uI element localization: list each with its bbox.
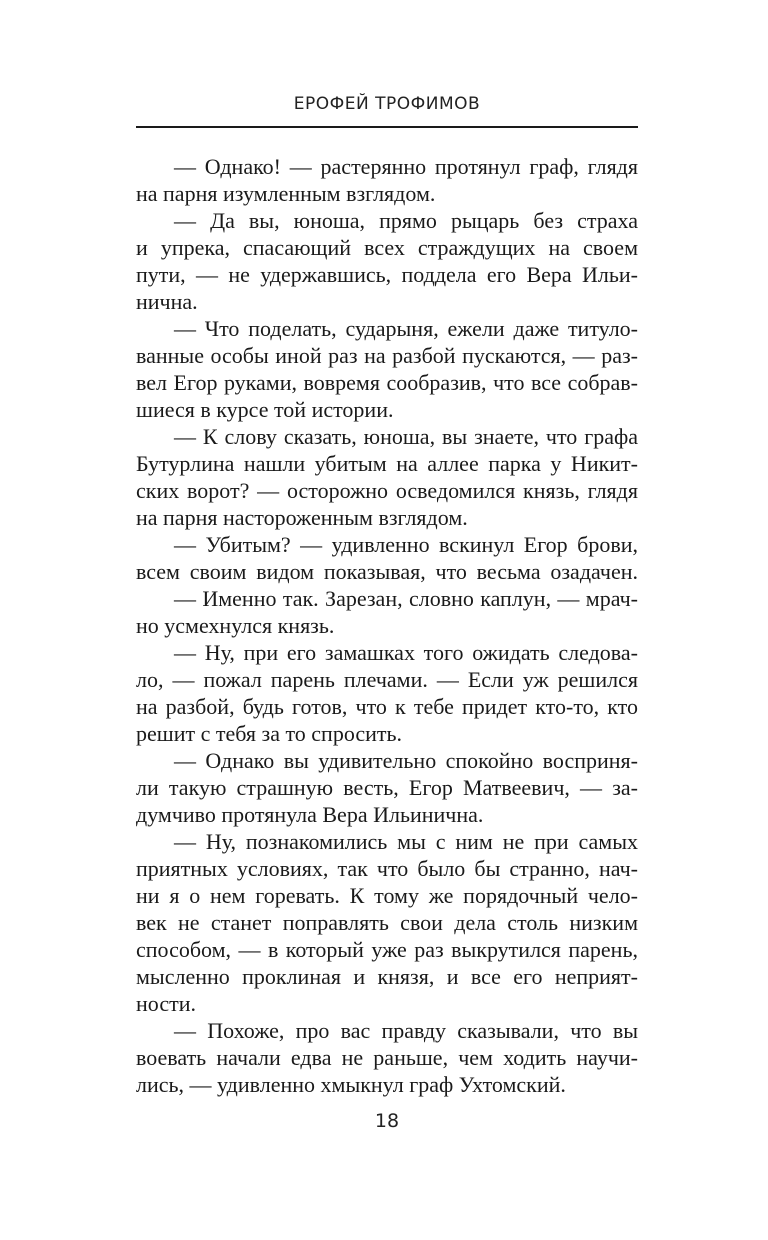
text-line: лись, — удивленно хмыкнул граф Ухтомский.: [136, 1072, 566, 1097]
text-line: ванные особы иной раз на разбой пускаются, — раз-: [136, 343, 638, 368]
text-line: на парня изумленным взглядом.: [136, 181, 436, 206]
text-line: — Ну, при его замашках того ожидать следова-: [174, 640, 638, 665]
text-line: ни я о нем горевать. К тому же порядочный чело-: [136, 883, 638, 908]
text-line: нична.: [136, 289, 198, 314]
text-line: Бутурлина нашли убитым на аллее парка у Никит-: [136, 451, 638, 476]
text-line: ло, — пожал парень плечами. — Если уж решился: [136, 667, 638, 692]
text-line: век не станет поправлять свои дела столь низким: [136, 910, 638, 935]
text-line: мысленно проклиная и князя, и все его неприят-: [136, 964, 638, 989]
text-line: — Похоже, про вас правду сказывали, что вы: [174, 1018, 638, 1043]
text-line: — Ну, познакомились мы с ним не при самых: [174, 829, 638, 854]
text-line: на парня настороженным взглядом.: [136, 505, 468, 530]
text-line: но усмехнулся князь.: [136, 613, 335, 638]
text-line: приятных условиях, так что было бы странно, нач-: [136, 856, 638, 881]
text-line: — Однако вы удивительно спокойно восприня-: [174, 748, 638, 773]
text-line: и упрека, спасающий всех страждущих на своем: [136, 235, 638, 260]
text-line: ли такую страшную весть, Егор Матвеевич, — за-: [136, 775, 638, 800]
text-line: — Именно так. Зарезан, словно каплун, — мрач-: [174, 586, 638, 611]
text-line: всем своим видом показывая, что весьма озадачен.: [136, 559, 638, 584]
body-text: [136, 153, 638, 1098]
text-line: думчиво протянула Вера Ильинична.: [136, 802, 484, 827]
text-line: вел Егор руками, вовремя сообразив, что все собрав-: [136, 370, 638, 395]
text-line: пути, — не удержавшись, поддела его Вера Ильи-: [136, 262, 638, 287]
text-line: шиеся в курсе той истории.: [136, 397, 394, 422]
text-line: на разбой, будь готов, что к тебе придет кто-то, кто: [136, 694, 638, 719]
text-line: — К слову сказать, юноша, вы знаете, что графа: [174, 424, 638, 449]
text-line: способом, — в который уже раз выкрутился парень,: [136, 937, 638, 962]
text-line: — Однако! — растерянно протянул граф, глядя: [174, 154, 638, 179]
text-line: — Что поделать, сударыня, ежели даже титуло-: [174, 316, 638, 341]
page-number: 18: [374, 1110, 400, 1132]
text-line: ности.: [136, 991, 196, 1016]
running-head: ЕРОФЕЙ ТРОФИМОВ: [293, 94, 481, 114]
header-rule: [136, 126, 638, 128]
text-line: — Да вы, юноша, прямо рыцарь без страха: [174, 208, 638, 233]
text-line: — Убитым? — удивленно вскинул Егор брови,: [174, 532, 638, 557]
text-line: ских ворот? — осторожно осведомился князь, глядя: [136, 478, 638, 503]
text-line: решит с тебя за то спросить.: [136, 721, 403, 746]
text-line: воевать начали едва не раньше, чем ходить научи-: [136, 1045, 638, 1070]
